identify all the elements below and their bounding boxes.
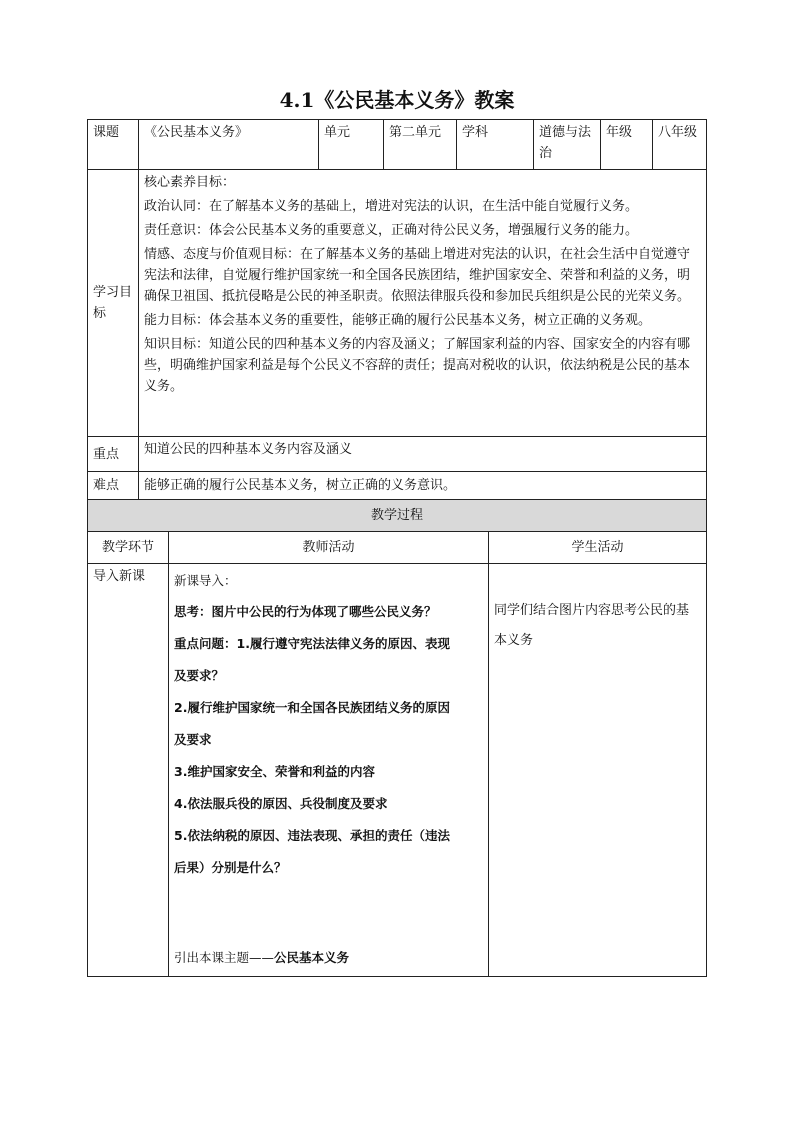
difficulty-label: 难点 xyxy=(88,472,139,500)
teacher-line: 及要求 xyxy=(174,732,212,747)
student-activity-cell xyxy=(489,564,707,977)
key-point-value: 知道公民的四种基本义务内容及涵义 xyxy=(139,437,707,472)
stage-cell: 导入新课 xyxy=(88,564,169,977)
teacher-line: 3.维护国家安全、荣誉和利益的内容 xyxy=(174,764,375,779)
teacher-line: 4.依法服兵役的原因、兵役制度及要求 xyxy=(174,796,388,811)
process-header: 教学过程 xyxy=(88,500,707,532)
teacher-closing-line xyxy=(174,942,483,974)
objective-line: 责任意识：体会公民基本义务的重要意义，正确对待公民义务，增强履行义务的能力。 xyxy=(144,223,639,238)
student-column-header: 学生活动 xyxy=(489,532,707,564)
subject-label: 学科 xyxy=(457,120,534,170)
grade-label: 年级 xyxy=(601,120,653,170)
objectives-row xyxy=(88,170,707,437)
teacher-line: 新课导入： xyxy=(174,573,237,588)
grade-value: 八年级 xyxy=(653,120,707,170)
key-point-label: 重点 xyxy=(88,437,139,472)
teacher-column-header: 教师活动 xyxy=(169,532,489,564)
teaching-process-table xyxy=(87,499,707,977)
teacher-line: 5.依法纳税的原因、违法表现、承担的责任（违法 xyxy=(174,828,450,843)
unit-label: 单元 xyxy=(319,120,384,170)
teacher-closing-prefix: 引出本课主题—— xyxy=(174,950,275,965)
difficulty-value: 能够正确的履行公民基本义务，树立正确的义务意识。 xyxy=(139,472,707,500)
teacher-closing-topic: 公民基本义务 xyxy=(274,950,350,965)
difficulty-row xyxy=(88,472,707,500)
key-point-row xyxy=(88,437,707,472)
objective-line: 知识目标：知道公民的四种基本义务的内容及涵义；了解国家利益的内容、国家安全的内容有哪些，明确维护国家利益是每个公民义不容辞的责任；提高对税收的认识，依法纳税是公民的基本义务。 xyxy=(144,337,691,394)
teacher-activity-cell xyxy=(169,564,489,977)
teacher-line: 思考：图片中公民的行为体现了哪些公民义务？ xyxy=(174,604,437,619)
lesson-info-table xyxy=(87,119,707,500)
stage-column-header: 教学环节 xyxy=(88,532,169,564)
objective-line: 能力目标：体会基本义务的重要性，能够正确的履行公民基本义务，树立正确的义务观。 xyxy=(144,313,652,328)
topic-label: 课题 xyxy=(88,120,139,170)
teacher-line: 重点问题：1.履行遵守宪法法律义务的原因、表现 xyxy=(174,636,450,651)
topic-value: 《公民基本义务》 xyxy=(139,120,319,170)
objectives-label: 学习目标 xyxy=(88,170,139,437)
subject-value: 道德与法治 xyxy=(534,120,601,170)
teacher-line: 及要求？ xyxy=(174,668,225,683)
objective-line: 情感、态度与价值观目标：在了解基本义务的基础上增进对宪法的认识，在社会生活中自觉遵守宪法和法律，自觉履行维护国家统一和全国各民族团结，维护国家安全、荣誉和利益的义务，明确保卫祖国、抵抗侵略是公民的神圣职责。依照法律服兵役和参加民兵组织是公民的光荣义务。 xyxy=(144,247,691,304)
unit-value: 第二单元 xyxy=(384,120,457,170)
header-row xyxy=(88,120,707,170)
objective-line: 政治认同：在了解基本义务的基础上，增进对宪法的认识，在生活中能自觉履行义务。 xyxy=(144,199,639,214)
teacher-line: 后果）分别是什么？ xyxy=(174,860,287,875)
student-activity-text: 同学们结合图片内容思考公民的基本义务 xyxy=(494,603,690,648)
page-title: 4.1《公民基本义务》教案 xyxy=(279,88,515,112)
objectives-content xyxy=(139,170,707,437)
teacher-line: 2.履行维护国家统一和全国各民族团结义务的原因 xyxy=(174,700,450,715)
intro-row xyxy=(88,564,707,977)
objective-line: 核心素养目标： xyxy=(144,175,236,190)
